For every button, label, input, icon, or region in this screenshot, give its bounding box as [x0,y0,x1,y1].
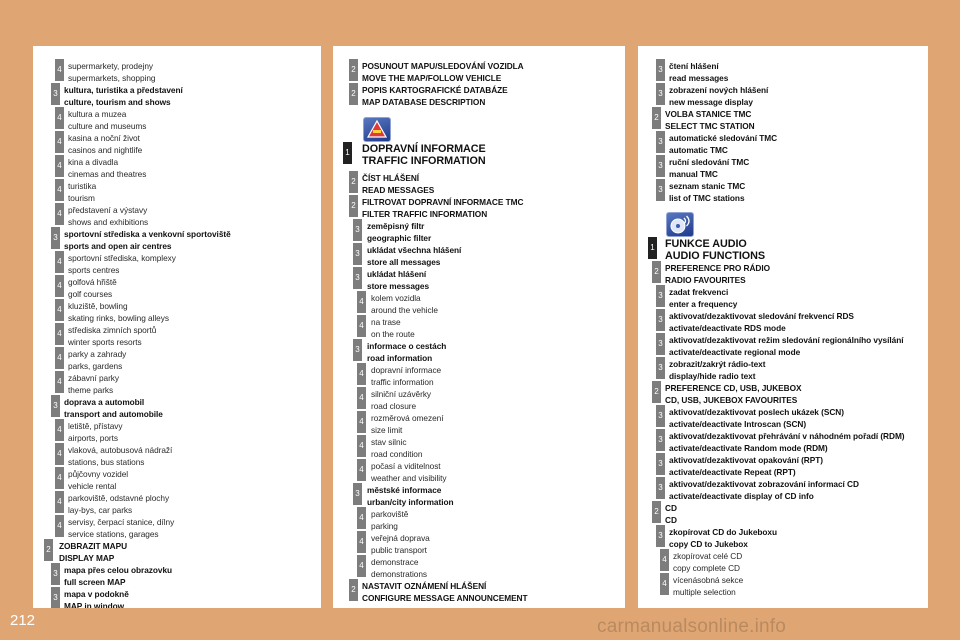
entry-text [64,229,231,252]
level-badge: 2 [652,501,661,523]
entry-label-czech: městské informace [367,485,442,495]
entry-text [59,541,127,564]
entry-text [64,397,163,420]
entry-text [673,575,743,598]
entry-label-english: on the route [371,328,415,339]
entry-text [669,85,768,108]
entry-label-czech: zeměpisný filtr [367,221,425,231]
entry-label-english: casinos and nightlife [68,144,143,155]
entry-label-english: airports, ports [68,432,118,443]
entry-label-czech: doprava a automobil [64,397,145,407]
entry-text [64,589,129,608]
entry-text [68,349,126,372]
entry-text [371,557,427,580]
entry-label-czech: kultura, turistika a představení [64,85,183,95]
entry-label-english: CD, USB, JUKEBOX FAVOURITES [665,394,798,405]
level-badge: 3 [656,83,665,105]
menu-column-middle [333,46,625,608]
entry-text [669,335,903,358]
entry-label-english: sports and open air centres [64,240,172,251]
entry-text [669,479,859,502]
entry-label-czech: počasí a viditelnost [371,461,441,471]
level-badge: 3 [656,453,665,475]
entry-text [362,85,508,108]
entry-text [371,509,408,532]
entry-label-czech: NASTAVIT OZNÁMENÍ HLÁŠENÍ [362,581,487,591]
entry-text [367,341,446,364]
entry-label-english: read messages [669,72,729,83]
level-badge: 3 [656,525,665,547]
level-badge: 3 [656,477,665,499]
level-badge: 3 [656,285,665,307]
entry-label-english: automatic TMC [669,144,728,155]
entry-text [362,61,524,84]
level-badge: 4 [55,467,64,489]
entry-label-czech: mapa přes celou obrazovku [64,565,173,575]
entry-text [669,133,777,156]
entry-label-czech: vlaková, autobusová nádraží [68,445,173,455]
level-badge: 2 [349,579,358,601]
entry-label-english: golf courses [68,288,113,299]
entry-text [64,85,183,108]
entry-label-english: copy complete CD [673,562,740,573]
entry-label-czech: mapa v podokně [64,589,129,599]
level-badge: 2 [652,107,661,129]
level-badge: 4 [55,419,64,441]
level-badge: 3 [353,267,362,289]
level-badge: 3 [656,405,665,427]
entry-label-english: parking [371,520,398,531]
entry-label-english: urban/city information [367,496,454,507]
entry-text [68,277,117,300]
level-badge: 4 [55,299,64,321]
entry-text [68,133,142,156]
level-badge: 4 [357,291,366,313]
entry-text [673,551,742,574]
entry-label-czech: ukládat hlášení [367,269,427,279]
entry-label-english: stations, bus stations [68,456,145,467]
level-badge: 4 [55,515,64,537]
entry-label-czech: FILTROVAT DOPRAVNÍ INFORMACE TMC [362,197,524,207]
level-badge: 4 [660,549,669,571]
entry-text [68,253,176,276]
entry-label-czech: seznam stanic TMC [669,181,746,191]
entry-label-czech: turistika [68,181,97,191]
entry-label-english: weather and visibility [371,472,447,483]
level-badge: 3 [656,131,665,153]
entry-label-english: RADIO FAVOURITES [665,274,746,285]
entry-text [669,407,844,430]
level-badge: 3 [51,587,60,608]
level-badge: 2 [349,83,358,105]
entry-label-english: lay-bys, car parks [68,504,133,515]
level-badge: 4 [55,491,64,513]
entry-label-czech: zobrazení nových hlášení [669,85,769,95]
entry-label-english: road information [367,352,433,363]
level-badge: 4 [55,275,64,297]
entry-label-czech: letiště, přístavy [68,421,123,431]
entry-label-czech: VOLBA STANICE TMC [665,109,752,119]
entry-label-czech: stav silnic [371,437,407,447]
entry-text [68,517,174,540]
entry-text [68,205,148,228]
entry-label-czech: sportovní střediska, komplexy [68,253,176,263]
level-badge: 4 [357,411,366,433]
level-badge: 2 [652,381,661,403]
entry-label-czech: parky a zahrady [68,349,127,359]
entry-text [669,157,749,180]
level-badge: 3 [656,309,665,331]
level-badge: 1 [648,237,657,259]
level-badge: 4 [357,555,366,577]
level-badge: 4 [55,107,64,129]
level-badge: 4 [357,387,366,409]
level-badge: 2 [349,171,358,193]
entry-label-english: new message display [669,96,753,107]
entry-text [669,287,737,310]
entry-label-czech: CD [665,503,677,513]
entry-text [68,445,172,468]
entry-label-czech: vícenásobná sekce [673,575,744,585]
level-badge: 3 [51,83,60,105]
entry-label-czech: aktivovat/dezaktivovat režim sledování regionálního vysílání [669,335,904,345]
entry-label-czech: servisy, čerpací stanice, dílny [68,517,175,527]
entry-label-english: SELECT TMC STATION [665,120,755,131]
entry-label-english: copy CD to Jukebox [669,538,748,549]
entry-label-czech: rozměrová omezení [371,413,444,423]
entry-text [68,61,155,84]
menu-column-left [33,46,321,608]
entry-label-czech: parkoviště, odstavné plochy [68,493,170,503]
entry-label-czech: kluziště, bowling [68,301,128,311]
entry-label-czech: golfová hřiště [68,277,117,287]
entry-label-english: size limit [371,424,403,435]
entry-label-english: sports centres [68,264,120,275]
entry-label-english: display/hide radio text [669,370,756,381]
entry-text [669,527,777,550]
level-badge: 2 [349,59,358,81]
watermark: carmanualsonline.info [597,616,787,637]
entry-label-english: manual TMC [669,168,718,179]
entry-label-english: parks, gardens [68,360,123,371]
entry-label-english: enter a frequency [669,298,738,309]
entry-label-czech: demonstrace [371,557,419,567]
entry-text [371,389,431,412]
entry-text [665,503,677,526]
entry-label-czech: půjčovny vozidel [68,469,129,479]
entry-label-english: MOVE THE MAP/FOLLOW VEHICLE [362,72,502,83]
entry-label-english: vehicle rental [68,480,117,491]
entry-label-czech: zábavní parky [68,373,120,383]
entry-label-english: FILTER TRAFFIC INFORMATION [362,208,488,219]
entry-text [367,245,461,268]
entry-text [371,365,441,388]
entry-text [68,325,156,348]
entry-label-english: CONFIGURE MESSAGE ANNOUNCEMENT [362,592,528,603]
level-badge: 3 [656,357,665,379]
entry-label-english: winter sports resorts [68,336,142,347]
level-badge: 3 [656,59,665,81]
entry-label-english: culture, tourism and shows [64,96,171,107]
entry-text [367,485,453,508]
entry-label-czech: PREFERENCE PRO RÁDIO [665,263,771,273]
level-badge: 4 [55,179,64,201]
entry-label-czech: aktivovat/dezaktivovat poslech ukázek (SCN) [669,407,844,417]
entry-text [68,109,146,132]
entry-text [669,181,745,204]
entry-label-english: road closure [371,400,417,411]
entry-text [371,533,430,556]
entry-text [362,173,434,196]
entry-text [68,421,122,444]
entry-label-czech: zkopírovat celé CD [673,551,743,561]
entry-label-czech: aktivovat/dezaktivovat přehrávání v náhodném pořadí (RDM) [669,431,905,441]
entry-text [371,437,422,460]
entry-text [68,181,96,204]
entry-label-czech: parkoviště [371,509,409,519]
entry-text [371,461,446,484]
entry-label-czech: informace o cestách [367,341,447,351]
level-badge: 3 [353,339,362,361]
entry-text [68,493,169,516]
level-badge: 3 [353,243,362,265]
level-badge: 3 [51,563,60,585]
entry-label-czech: střediska zimních sportů [68,325,157,335]
page-number: 212 [10,612,36,629]
entry-label-english: geographic filter [367,232,432,243]
level-badge: 4 [357,531,366,553]
entry-label-english: culture and museums [68,120,147,131]
level-badge: 4 [55,371,64,393]
level-badge: 4 [55,203,64,225]
entry-label-czech: veřejná doprava [371,533,430,543]
entry-text [68,157,146,180]
level-badge: 4 [55,59,64,81]
entry-label-czech: supermarkety, prodejny [68,61,153,71]
menu-column-right [638,46,928,608]
level-badge: 3 [51,227,60,249]
entry-label-czech: kolem vozidla [371,293,421,303]
level-badge: 3 [51,395,60,417]
entry-label-czech: čtení hlášení [669,61,719,71]
entry-text [371,293,438,316]
entry-label-czech: zkopírovat CD do Jukeboxu [669,527,778,537]
entry-label-czech: kasina a noční život [68,133,140,143]
entry-label-czech: automatické sledování TMC [669,133,778,143]
entry-label-english: multiple selection [673,586,736,597]
level-badge: 2 [44,539,53,561]
entry-label-english: road condition [371,448,423,459]
level-badge: 1 [343,142,352,164]
entry-label-english: DISPLAY MAP [59,552,115,563]
entry-text [669,455,823,478]
level-badge: 4 [660,573,669,595]
entry-text [367,221,431,244]
entry-text [68,469,128,492]
entry-text [669,311,854,334]
entry-label-czech: ČÍST HLÁŠENÍ [362,173,420,183]
entry-label-english: shows and exhibitions [68,216,149,227]
level-badge: 4 [357,363,366,385]
level-badge: 4 [55,347,64,369]
entry-label-czech: dopravní informace [371,365,442,375]
entry-text [68,373,119,396]
entry-label-english: activate/deactivate display of CD info [669,490,814,501]
entry-label-czech: aktivovat/dezaktivovat zobrazování informací CD [669,479,859,489]
level-badge: 3 [656,333,665,355]
entry-label-czech: FUNKCE AUDIO [665,238,747,250]
entry-label-english: public transport [371,544,427,555]
level-badge: 3 [656,179,665,201]
level-badge: 3 [353,219,362,241]
entry-label-english: tourism [68,192,95,203]
entry-text [362,143,486,167]
entry-label-english: store messages [367,280,430,291]
entry-label-english: service stations, garages [68,528,159,539]
entry-text [665,263,770,286]
entry-label-czech: PREFERENCE CD, USB, JUKEBOX [665,383,802,393]
entry-label-english: activate/deactivate RDS mode [669,322,786,333]
entry-label-czech: POSUNOUT MAPU/SLEDOVÁNÍ VOZIDLA [362,61,524,71]
entry-label-czech: představení a výstavy [68,205,148,215]
entry-label-english: activate/deactivate regional mode [669,346,801,357]
entry-label-english: demonstrations [371,568,428,579]
entry-label-czech: kultura a muzea [68,109,127,119]
entry-label-english: full screen MAP [64,576,126,587]
entry-label-czech: zadat frekvenci [669,287,729,297]
level-badge: 4 [357,435,366,457]
level-badge: 2 [652,261,661,283]
entry-text [665,109,755,132]
level-badge: 4 [55,443,64,465]
entry-label-english: traffic information [371,376,434,387]
entry-label-czech: kina a divadla [68,157,119,167]
entry-label-czech: aktivovat/dezaktivovat sledování frekvencí RDS [669,311,854,321]
entry-label-czech: sportovní střediska a venkovní sportoviště [64,229,231,239]
entry-text [68,301,169,324]
entry-label-czech: POPIS KARTOGRAFICKÉ DATABÁZE [362,85,508,95]
entry-text [669,359,765,382]
entry-label-english: activate/deactivate Introscan (SCN) [669,418,807,429]
entry-label-english: store all messages [367,256,441,267]
entry-text [362,197,523,220]
entry-label-czech: ruční sledování TMC [669,157,750,167]
level-badge: 4 [357,507,366,529]
level-badge: 4 [55,323,64,345]
entry-label-english: CD [665,514,677,525]
entry-label-english: MAP in window [64,600,125,608]
level-badge: 3 [656,155,665,177]
entry-label-english: MAP DATABASE DESCRIPTION [362,96,486,107]
entry-label-english: skating rinks, bowling alleys [68,312,169,323]
entry-text [64,565,172,588]
entry-text [362,581,528,604]
level-badge: 3 [353,483,362,505]
entry-text [665,238,765,262]
level-badge: 4 [55,155,64,177]
entry-label-english: transport and automobile [64,408,163,419]
level-badge: 3 [656,429,665,451]
level-badge: 4 [357,315,366,337]
entry-label-english: list of TMC stations [669,192,745,203]
entry-label-english: AUDIO FUNCTIONS [665,250,766,262]
entry-text [669,61,728,84]
entry-label-english: activate/deactivate Random mode (RDM) [669,442,828,453]
entry-label-english: activate/deactivate Repeat (RPT) [669,466,796,477]
entry-label-english: TRAFFIC INFORMATION [362,155,486,167]
entry-label-czech: ukládat všechna hlášení [367,245,462,255]
entry-text [665,383,802,406]
entry-label-czech: DOPRAVNÍ INFORMACE [362,143,486,155]
audio-cd-icon [666,212,694,237]
level-badge: 4 [357,459,366,481]
entry-label-english: theme parks [68,384,114,395]
entry-label-czech: zobrazit/zakrýt rádio-text [669,359,766,369]
entry-label-czech: aktivovat/dezaktivovat opakování (RPT) [669,455,823,465]
level-badge: 2 [349,195,358,217]
entry-label-english: around the vehicle [371,304,438,315]
entry-label-czech: silniční uzávěrky [371,389,432,399]
traffic-sign-icon [363,117,391,142]
entry-label-czech: na trase [371,317,401,327]
entry-text [371,413,443,436]
entry-label-english: READ MESSAGES [362,184,435,195]
entry-label-english: supermarkets, shopping [68,72,156,83]
entry-text [367,269,429,292]
entry-label-english: cinemas and theatres [68,168,147,179]
entry-label-czech: ZOBRAZIT MAPU [59,541,128,551]
entry-text [371,317,415,340]
entry-text [669,431,905,454]
level-badge: 4 [55,251,64,273]
level-badge: 4 [55,131,64,153]
